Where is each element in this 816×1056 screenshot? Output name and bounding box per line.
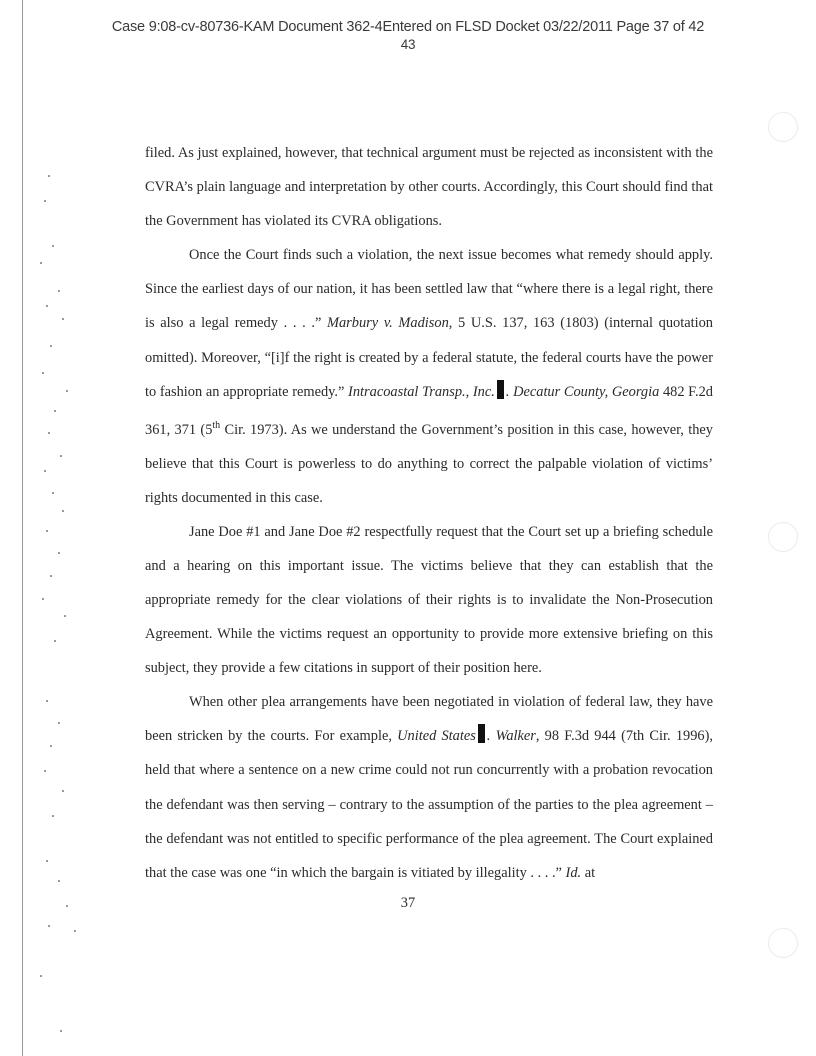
scan-speck xyxy=(42,598,44,600)
case-citation: . Decatur County, Georgia xyxy=(505,383,660,400)
body-paragraph xyxy=(145,685,713,890)
body-paragraph xyxy=(145,136,713,238)
scan-speck xyxy=(62,510,64,512)
scan-speck xyxy=(48,925,50,927)
text-run: filed. As just explained, however, that technical argument must be rejected as inconsistent with the CVRA’s plain language and interpretation by other courts. Accordingly, this Court should find that the Government has violated its CVRA obligations. xyxy=(145,145,713,230)
scan-speck xyxy=(58,722,60,724)
document-page-number: 43 xyxy=(400,37,416,52)
scan-speck xyxy=(42,372,44,374)
punch-hole-mark xyxy=(768,928,798,958)
text-run: When other plea arrangements have been negotiated in violation of federal law, they have been stricken by the courts. For example, xyxy=(145,694,713,745)
scan-speck xyxy=(46,305,48,307)
case-header xyxy=(0,18,816,54)
scan-speck xyxy=(48,432,50,434)
scan-speck xyxy=(44,470,46,472)
scan-speck xyxy=(58,552,60,554)
case-citation: Intracoastal Transp., Inc. xyxy=(348,383,495,400)
scan-speck xyxy=(46,860,48,862)
scan-speck xyxy=(60,1030,62,1032)
scan-speck xyxy=(54,410,56,412)
body-paragraph xyxy=(145,238,713,515)
case-citation: . Walker xyxy=(486,728,536,745)
scan-speck xyxy=(52,815,54,817)
text-run: at xyxy=(581,864,596,881)
scan-speck xyxy=(46,700,48,702)
punch-hole-mark xyxy=(768,522,798,552)
scan-speck xyxy=(64,615,66,617)
scan-speck xyxy=(52,492,54,494)
redaction-mark xyxy=(497,380,504,399)
scan-speck xyxy=(40,975,42,977)
scan-speck xyxy=(50,745,52,747)
scan-speck xyxy=(62,790,64,792)
scan-speck xyxy=(66,905,68,907)
scan-speck xyxy=(40,262,42,264)
footer-page-number: 37 xyxy=(400,895,416,911)
document-body xyxy=(145,136,713,890)
scan-speck xyxy=(46,530,48,532)
scan-speck xyxy=(48,175,50,177)
redaction-mark xyxy=(478,724,485,743)
scan-speck xyxy=(44,200,46,202)
punch-hole-mark xyxy=(768,112,798,142)
scan-speck xyxy=(74,930,76,932)
scan-speck xyxy=(60,455,62,457)
scan-speck xyxy=(66,390,68,392)
case-citation: Id. xyxy=(565,864,582,881)
text-run: 482 F.2d 361, 371 (5 xyxy=(145,383,714,438)
case-citation: United States xyxy=(397,728,476,745)
scan-speck xyxy=(50,345,52,347)
scan-speck xyxy=(52,245,54,247)
body-paragraph xyxy=(145,515,713,685)
text-run: Jane Doe #1 and Jane Doe #2 respectfully request that the Court set up a briefing schedule and a hearing on this important issue. The victims believe that they can establish that the appropriate remedy for the clear violations of their rights is to invalidate the Non-Prosecution Agreement. While the victims request an opportunity to provide more extensive briefing on this subject, they provide a few citations in support of their position here. xyxy=(145,523,713,677)
case-header-line: Case 9:08-cv-80736-KAM Document 362-4Entered on FLSD Docket 03/22/2011 Page 37 of 42 xyxy=(111,19,705,35)
scan-speck xyxy=(44,770,46,772)
text-run: Cir. 1973). As we understand the Government’s position in this case, however, they believe that this Court is powerless to do anything to correct the palpable violation of victims’ rights documented in this case. xyxy=(145,421,713,506)
ordinal-superscript: th xyxy=(212,419,221,431)
text-run: Once the Court finds such a violation, the next issue becomes what remedy should apply. Since the earliest days of our nation, it has been settled law that “where there is a legal right, there is also a legal remedy . . . .” xyxy=(145,247,713,332)
scan-speck xyxy=(54,640,56,642)
scan-speck xyxy=(58,290,60,292)
text-run: , 5 U.S. 137, 163 (1803) (internal quotation omitted). Moreover, “[i]f the right is created by a federal statute, the federal courts have the power to fashion an appropriate remedy.” xyxy=(145,315,713,400)
scan-speck xyxy=(50,575,52,577)
text-run: , 98 F.3d 944 (7th Cir. 1996), held that where a sentence on a new crime could not run concurrently with a probation revocation the defendant was then serving – contrary to the assumption of the parties to the plea agreement – the defendant was not entitled to specific performance of the plea agreement. The Court explained that the case was one “in which the bargain is vitiated by illegality . . . .” xyxy=(145,728,713,881)
case-citation: Marbury v. Madison xyxy=(327,315,449,332)
scan-speck xyxy=(58,880,60,882)
scan-speck xyxy=(62,318,64,320)
